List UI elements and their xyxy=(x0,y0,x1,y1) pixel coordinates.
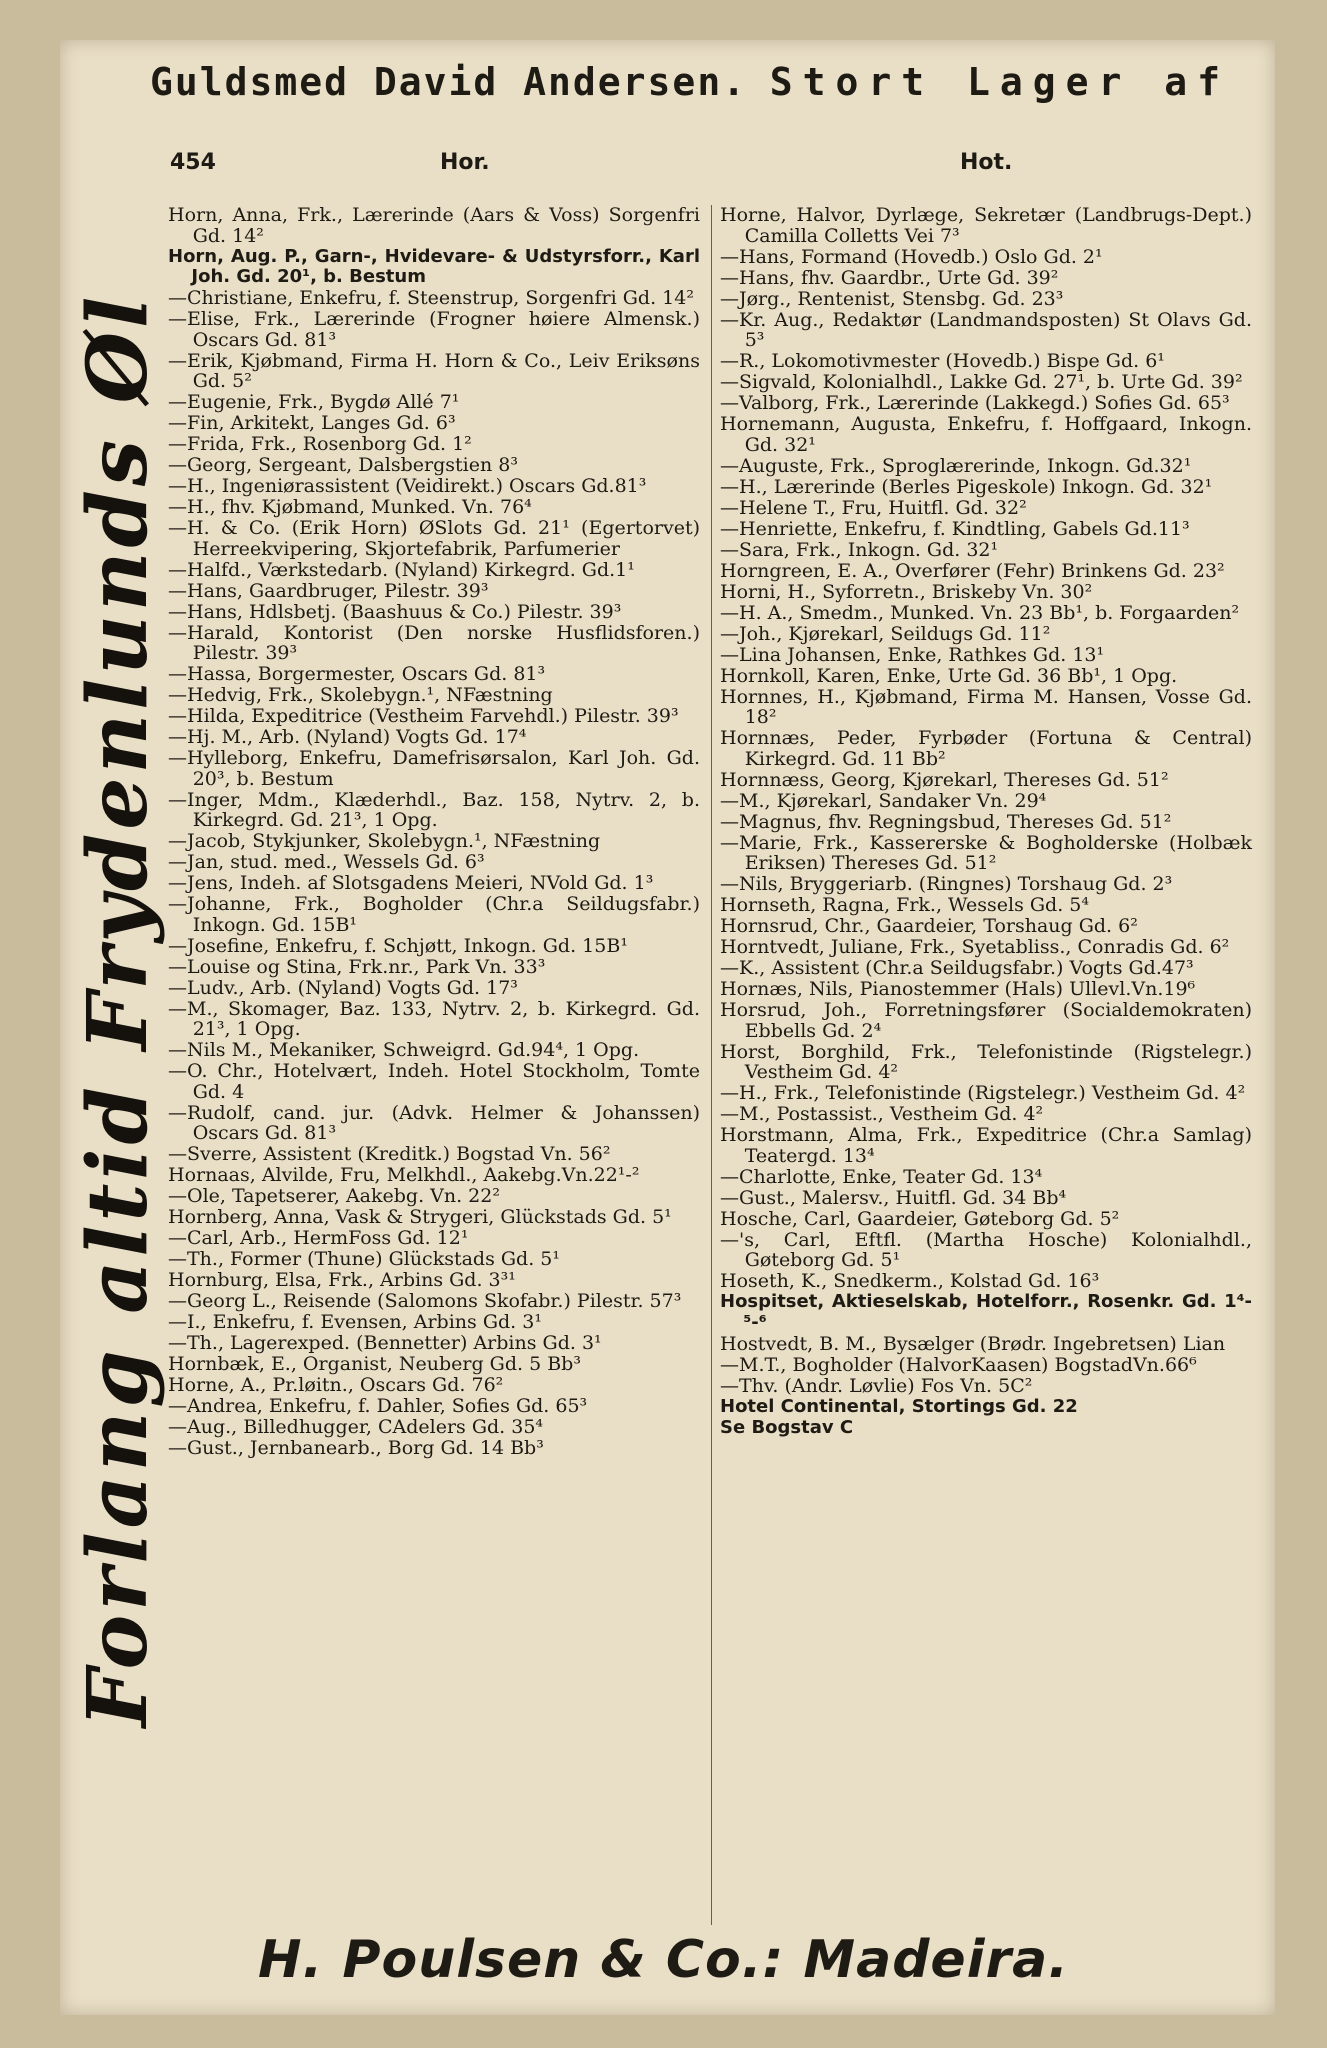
directory-entry: Hostvedt, B. M., Bysælger (Brødr. Ingebretsen) Lian xyxy=(720,1332,1226,1355)
directory-entry: Horst, Borghild, Frk., Telefonistinde (Rigstelegr.) Vestheim Gd. 4² xyxy=(720,1040,1252,1083)
directory-entry: —H. A., Smedm., Munked. Vn. 23 Bb¹, b. Forgaarden² xyxy=(720,601,1240,624)
directory-entry: —Jan, stud. med., Wessels Gd. 6³ xyxy=(168,851,485,873)
directory-entry: —Georg L., Reisende (Salomons Skofabr.) Pilestr. 57³ xyxy=(168,1290,682,1312)
guide-word-right: Hot. xyxy=(960,150,1013,175)
directory-entry: —Louise og Stina, Frk.nr., Park Vn. 33³ xyxy=(168,955,546,978)
directory-entry: Hornnæss, Georg, Kjørekarl, Thereses Gd. 51² xyxy=(720,768,1169,791)
side-ad-text: Forlang altid Frydenlunds Øl xyxy=(70,292,166,1728)
directory-entry: —Auguste, Frk., Sproglærerinde, Inkogn. Gd.32¹ xyxy=(720,454,1192,477)
directory-entry: Horntvedt, Juliane, Frk., Syetabliss., Conradis Gd. 6² xyxy=(720,936,1230,958)
guide-word-left: Hor. xyxy=(440,150,490,175)
right-column xyxy=(720,205,1252,1439)
directory-entry: —Sara, Frk., Inkogn. Gd. 32¹ xyxy=(720,538,999,561)
directory-entry: —Hassa, Borgermester, Oscars Gd. 81³ xyxy=(168,663,546,685)
directory-entry: —Fin, Arkitekt, Langes Gd. 6³ xyxy=(168,412,456,434)
directory-entry: —Jens, Indeh. af Slotsgadens Meieri, NVold Gd. 1³ xyxy=(168,872,654,894)
directory-entry: —Hylleborg, Enkefru, Damefrisørsalon, Karl Joh. Gd. 20³, b. Bestum xyxy=(168,747,700,790)
directory-entry: Hornseth, Ragna, Frk., Wessels Gd. 5⁴ xyxy=(720,894,1090,916)
directory-entry: —Jacob, Stykjunker, Skolebygn.¹, NFæstning xyxy=(168,830,601,852)
directory-entry: —M., Skomager, Baz. 133, Nytrv. 2, b. Kirkegrd. Gd. 21³, 1 Opg. xyxy=(168,997,700,1040)
directory-entry: —Frida, Frk., Rosenborg Gd. 1² xyxy=(168,433,472,455)
directory-entry: —Sigvald, Kolonialhdl., Lakke Gd. 27¹, b. Urte Gd. 39² xyxy=(720,371,1243,393)
directory-entry: —H., Ingeniørassistent (Veidirekt.) Oscars Gd.81³ xyxy=(168,475,647,497)
directory-entry: Se Bogstav C xyxy=(720,1416,854,1438)
directory-entry: —Gust., Jernbanearb., Borg Gd. 14 Bb³ xyxy=(168,1437,544,1459)
directory-entry: Horngreen, E. A., Overfører (Fehr) Brinkens Gd. 23² xyxy=(720,559,1225,582)
directory-entry: Hornæs, Nils, Pianostemmer (Hals) Ullevl.Vn.19⁶ xyxy=(720,978,1196,1000)
top-banner-left: Guldsmed David Andersen. xyxy=(150,60,748,104)
directory-entry: —Hans, Formand (Hovedb.) Oslo Gd. 2¹ xyxy=(720,245,1103,268)
directory-entry: —Halfd., Værkstedarb. (Nyland) Kirkegrd. Gd.1¹ xyxy=(168,558,635,581)
directory-entry: —Erik, Kjøbmand, Firma H. Horn & Co., Leiv Eriksøns Gd. 5² xyxy=(168,349,700,392)
directory-entry: Hornnes, H., Kjøbmand, Firma M. Hansen, Vosse Gd. 18² xyxy=(720,685,1252,728)
directory-entry: —Jørg., Rentenist, Stensbg. Gd. 23³ xyxy=(720,287,1064,310)
directory-entry: —Georg, Sergeant, Dalsbergstien 8³ xyxy=(168,454,518,476)
directory-entry: —Henriette, Enkefru, f. Kindtling, Gabels Gd.11³ xyxy=(720,517,1190,540)
directory-entry: Hosche, Carl, Gaardeier, Gøteborg Gd. 5² xyxy=(720,1207,1120,1230)
directory-entry: Hornnæs, Peder, Fyrbøder (Fortuna & Central) Kirkegrd. Gd. 11 Bb² xyxy=(720,727,1252,770)
directory-entry: —Thv. (Andr. Løvlie) Fos Vn. 5C² xyxy=(720,1374,1033,1397)
directory-entry: —H., fhv. Kjøbmand, Munked. Vn. 76⁴ xyxy=(168,496,532,518)
side-advertisement xyxy=(68,292,168,1728)
directory-entry: —R., Lokomotivmester (Hovedb.) Bispe Gd. 6¹ xyxy=(720,350,1165,372)
directory-entry: Horne, A., Pr.løitn., Oscars Gd. 76² xyxy=(168,1374,504,1396)
directory-entry: —Helene T., Fru, Huitfl. Gd. 32² xyxy=(720,496,1027,519)
directory-entry: Horstmann, Alma, Frk., Expeditrice (Chr.a Samlag) Teatergd. 13⁴ xyxy=(720,1124,1252,1167)
directory-entry: —H., Frk., Telefonistinde (Rigstelegr.) Vestheim Gd. 4² xyxy=(720,1082,1246,1104)
directory-entry: —M., Postassist., Vestheim Gd. 4² xyxy=(720,1103,1044,1125)
directory-entry: —H., Lærerinde (Berles Pigeskole) Inkogn. Gd. 32¹ xyxy=(720,475,1213,498)
directory-entry: Hornbæk, E., Organist, Neuberg Gd. 5 Bb³ xyxy=(168,1353,581,1375)
directory-entry: —Hj. M., Arb. (Nyland) Vogts Gd. 17⁴ xyxy=(168,726,527,748)
directory-entry: —Ludv., Arb. (Nyland) Vogts Gd. 17³ xyxy=(168,976,518,999)
directory-entry: —Inger, Mdm., Klæderhdl., Baz. 158, Nytrv. 2, b. Kirkegrd. Gd. 21³, 1 Opg. xyxy=(168,788,700,831)
directory-entry: —Christiane, Enkefru, f. Steenstrup, Sorgenfri Gd. 14² xyxy=(168,287,694,309)
top-banner-ad xyxy=(150,60,1230,104)
directory-entry: —H. & Co. (Erik Horn) ØSlots Gd. 21¹ (Egertorvet) Herreekvipering, Skjortefabrik, Parfumerier xyxy=(168,517,700,560)
directory-entry: —Hedvig, Frk., Skolebygn.¹, NFæstning xyxy=(168,684,553,706)
directory-entry: Hornemann, Augusta, Enkefru, f. Hoffgaard, Inkogn. Gd. 32¹ xyxy=(720,413,1252,456)
directory-entry: —Sverre, Assistent (Kreditk.) Bogstad Vn. 56² xyxy=(168,1143,611,1165)
directory-entry: —Marie, Frk., Kassererske & Bogholderske (Holbæk Eriksen) Thereses Gd. 51² xyxy=(720,831,1252,874)
directory-entry: —Hans, Hdlsbetj. (Baashuus & Co.) Pilestr. 39³ xyxy=(168,600,622,623)
directory-entry: —O. Chr., Hotelvært, Indeh. Hotel Stockholm, Tomte Gd. 4 xyxy=(168,1060,700,1103)
directory-entry: —Aug., Billedhugger, CAdelers Gd. 35⁴ xyxy=(168,1416,544,1438)
directory-entry: —Johanne, Frk., Bogholder (Chr.a Seildugsfabr.) Inkogn. Gd. 15B¹ xyxy=(168,893,700,936)
directory-entry: —Valborg, Frk., Lærerinde (Lakkegd.) Sofies Gd. 65³ xyxy=(720,392,1230,414)
directory-entry: —Charlotte, Enke, Teater Gd. 13⁴ xyxy=(720,1165,1043,1188)
directory-entry: Hornkoll, Karen, Enke, Urte Gd. 36 Bb¹, 1 Opg. xyxy=(720,664,1178,687)
top-banner-right: Stort Lager af xyxy=(769,60,1230,104)
directory-entry: Hospitset, Aktieselskab, Hotelforr., Rosenkr. Gd. 1⁴-⁵-⁶ xyxy=(720,1291,1252,1333)
directory-entry: Hornburg, Elsa, Frk., Arbins Gd. 3³¹ xyxy=(168,1269,516,1291)
directory-entry: —Hilda, Expeditrice (Vestheim Farvehdl.) Pilestr. 39³ xyxy=(168,705,679,727)
directory-entry: —Hans, Gaardbruger, Pilestr. 39³ xyxy=(168,579,489,602)
directory-entry: —K., Assistent (Chr.a Seildugsfabr.) Vogts Gd.47³ xyxy=(720,957,1194,979)
directory-entry: Horn, Anna, Frk., Lærerinde (Aars & Voss) Sorgenfri Gd. 14² xyxy=(168,204,700,247)
directory-entry: —M.T., Bogholder (HalvorKaasen) BogstadVn.66⁶ xyxy=(720,1353,1197,1376)
directory-entry: —Hans, fhv. Gaardbr., Urte Gd. 39² xyxy=(720,266,1059,289)
directory-entry: —Kr. Aug., Redaktør (Landmandsposten) St Olavs Gd. 5³ xyxy=(720,308,1252,351)
directory-entry: Horne, Halvor, Dyrlæge, Sekretær (Landbrugs-Dept.) Camilla Colletts Vei 7³ xyxy=(720,204,1252,247)
directory-entry: —Gust., Malersv., Huitfl. Gd. 34 Bb⁴ xyxy=(720,1186,1067,1209)
directory-entry: —Andrea, Enkefru, f. Dahler, Sofies Gd. 65³ xyxy=(168,1395,588,1417)
directory-entry: —Nils, Bryggeriarb. (Ringnes) Torshaug Gd. 2³ xyxy=(720,873,1173,895)
directory-entry: —Josefine, Enkefru, f. Schjøtt, Inkogn. Gd. 15B¹ xyxy=(168,934,628,957)
directory-entry: —Lina Johansen, Enke, Rathkes Gd. 13¹ xyxy=(720,643,1105,666)
page-header xyxy=(170,150,1190,182)
directory-entry: —Magnus, fhv. Regningsbud, Thereses Gd. 51² xyxy=(720,810,1172,833)
left-column xyxy=(168,205,700,1459)
directory-entry: —Carl, Arb., HermFoss Gd. 12¹ xyxy=(168,1227,469,1249)
directory-entry: Hornberg, Anna, Vask & Strygeri, Glückstads Gd. 5¹ xyxy=(168,1206,672,1228)
directory-entry: —I., Enkefru, f. Evensen, Arbins Gd. 3¹ xyxy=(168,1311,542,1333)
directory-entry: —Th., Lagerexped. (Bennetter) Arbins Gd. 3¹ xyxy=(168,1332,602,1354)
directory-entry: —Joh., Kjørekarl, Seildugs Gd. 11² xyxy=(720,622,1051,645)
page-number: 454 xyxy=(170,150,216,175)
directory-entry: Horni, H., Syforretn., Briskeby Vn. 30² xyxy=(720,580,1093,603)
directory-entry: —Eugenie, Frk., Bygdø Allé 7¹ xyxy=(168,391,460,413)
directory-entry: Hornsrud, Chr., Gaardeier, Torshaug Gd. 6² xyxy=(720,915,1138,937)
directory-entry: —Harald, Kontorist (Den norske Husflidsforen.) Pilestr. 39³ xyxy=(168,621,700,664)
directory-entry: Hotel Continental, Stortings Gd. 22 xyxy=(720,1395,1078,1417)
directory-entry: —Rudolf, cand. jur. (Advk. Helmer & Johanssen) Oscars Gd. 81³ xyxy=(168,1101,700,1144)
directory-entry: —'s, Carl, Eftfl. (Martha Hosche) Kolonialhdl., Gøteborg Gd. 5¹ xyxy=(720,1228,1252,1271)
directory-entry: —Th., Former (Thune) Glückstads Gd. 5¹ xyxy=(168,1248,561,1270)
directory-entry: Horsrud, Joh., Forretningsfører (Socialdemokraten) Ebbells Gd. 2⁴ xyxy=(720,999,1252,1042)
directory-entry: Hornaas, Alvilde, Fru, Melkhdl., Aakebg.Vn.22¹-² xyxy=(168,1164,640,1186)
directory-entry: Horn, Aug. P., Garn-, Hvidevare- & Udstyrsforr., Karl Joh. Gd. 20¹, b. Bestum xyxy=(168,245,700,287)
directory-entry: —M., Kjørekarl, Sandaker Vn. 29⁴ xyxy=(720,789,1047,812)
directory-entry: —Nils M., Mekaniker, Schweigrd. Gd.94⁴, 1 Opg. xyxy=(168,1039,640,1061)
directory-entry: Hoseth, K., Snedkerm., Kolstad Gd. 16³ xyxy=(720,1270,1100,1292)
directory-entry: —Ole, Tapetserer, Aakebg. Vn. 22² xyxy=(168,1185,500,1207)
directory-entry: —Elise, Frk., Lærerinde (Frogner høiere Almensk.) Oscars Gd. 81³ xyxy=(168,308,700,351)
bottom-advertisement: H. Poulsen & Co.: Madeira. xyxy=(257,1930,1070,1990)
column-divider xyxy=(711,205,712,1925)
